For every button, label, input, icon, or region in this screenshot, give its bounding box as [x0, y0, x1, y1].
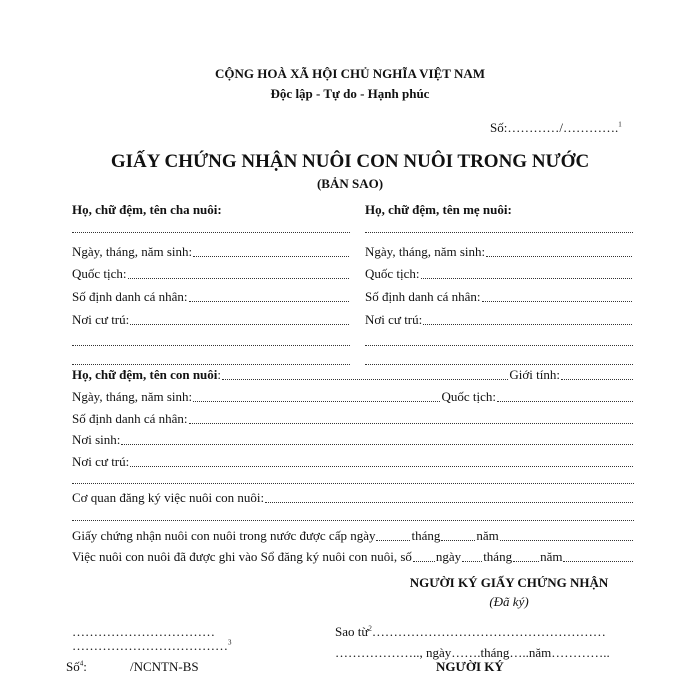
father-id-row: Số định danh cá nhân: — [72, 289, 350, 305]
child-id-row: Số định danh cá nhân: — [72, 411, 634, 427]
father-nationality-row: Quốc tịch: — [72, 266, 350, 282]
child-dob-row: Ngày, tháng, năm sinh: Quốc tịch: — [72, 389, 634, 405]
issuer-placeholder-2: ………………………………$^3$ — [72, 638, 232, 653]
document-number: Số:…………/………….$^1$ — [490, 120, 622, 135]
father-residence-line-3 — [72, 364, 350, 365]
agency-line-2 — [72, 520, 634, 521]
mother-dob-row: Ngày, tháng, năm sinh: — [365, 244, 633, 260]
mother-name-label: Họ, chữ đệm, tên mẹ nuôi: — [365, 202, 512, 217]
issuer-placeholder-1: …………………………… — [72, 624, 215, 639]
mother-residence-line-2 — [365, 345, 633, 346]
father-residence-row: Nơi cư trú: — [72, 312, 350, 328]
child-name-row: Họ, chữ đệm, tên con nuôi : Giới tính: — [72, 367, 634, 383]
copy-number: Số$^4$: — [66, 659, 87, 674]
father-residence-line-2 — [72, 345, 350, 346]
signer-title: NGƯỜI KÝ GIẤY CHỨNG NHẬN — [409, 575, 609, 590]
father-name-line — [72, 232, 350, 233]
mother-residence-line-3 — [365, 364, 633, 365]
child-residence-line-2 — [72, 483, 634, 484]
agency-row: Cơ quan đăng ký việc nuôi con nuôi: — [72, 490, 634, 506]
child-residence-row: Nơi cư trú: — [72, 454, 634, 470]
mother-nationality-row: Quốc tịch: — [365, 266, 633, 282]
copy-signer-label: NGƯỜI KÝ — [436, 659, 504, 674]
signer-signed-note: (Đã ký) — [489, 594, 529, 609]
issued-row: Giấy chứng nhận nuôi con nuôi trong nước được cấp ngày tháng năm — [72, 528, 634, 544]
father-dob-row: Ngày, tháng, năm sinh: — [72, 244, 350, 260]
motto: Độc lập - Tự do - Hạnh phúc — [270, 86, 430, 101]
copy-date-line: ……………….., ngày…….tháng…..năm………….. — [335, 645, 610, 660]
recorded-row: Việc nuôi con nuôi đã được ghi vào Sổ đăng ký nuôi con nuôi, số ngày tháng năm — [72, 549, 634, 565]
copy-source-line: Sao từ$^2$……………………………………………… — [335, 624, 606, 639]
country-title: CỘNG HOÀ XÃ HỘI CHỦ NGHĨA VIỆT NAM — [214, 66, 486, 81]
mother-id-row: Số định danh cá nhân: — [365, 289, 633, 305]
mother-residence-row: Nơi cư trú: — [365, 312, 633, 328]
child-birthplace-row: Nơi sinh: — [72, 432, 634, 448]
father-name-label: Họ, chữ đệm, tên cha nuôi: — [72, 202, 222, 217]
document-title: GIẤY CHỨNG NHẬN NUÔI CON NUÔI TRONG NƯỚC — [110, 151, 590, 172]
mother-name-line — [365, 232, 633, 233]
document-subtitle: (BẢN SAO) — [316, 176, 384, 191]
copy-number-code: /NCNTN-BS — [130, 659, 199, 674]
